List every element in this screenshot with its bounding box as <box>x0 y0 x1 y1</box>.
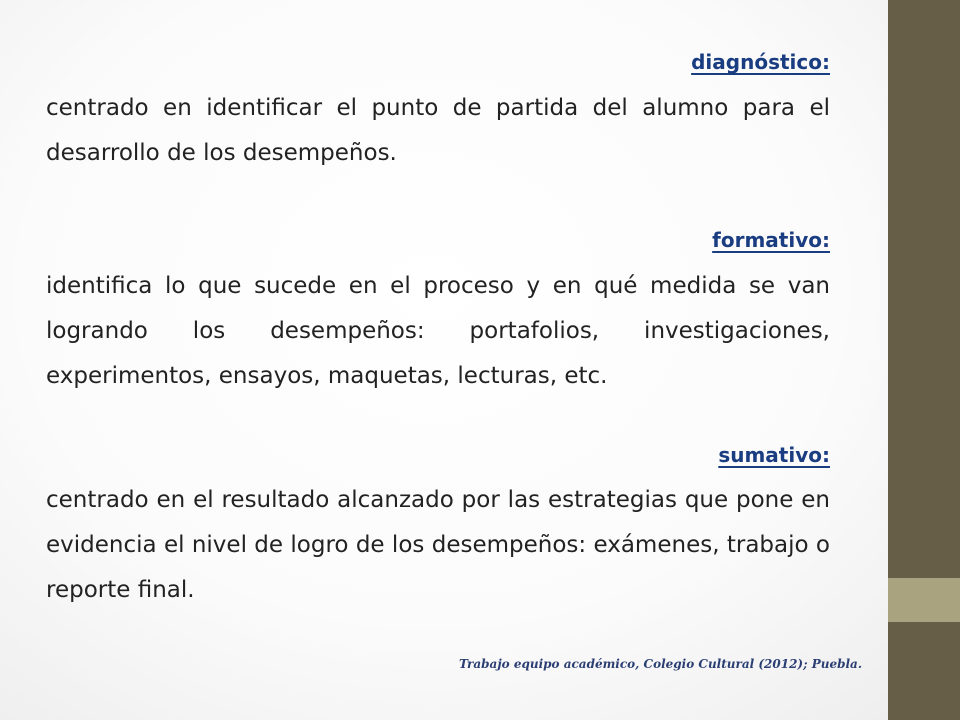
section-text-sumativo: centrado en el resultado alcanzado por las estrategias que pone en evidencia el nivel de logro de los desempeños: exámenes, trabajo o reporte final. <box>46 487 830 603</box>
section-title-formativo: formativo: <box>712 228 830 252</box>
section-title-sumativo: sumativo: <box>718 443 830 467</box>
section-text-formativo: identifica lo que sucede en el proceso y en qué medida se van logrando los desempeños: portafolios, investigaciones, experimentos, ensayos, maquetas, lecturas, etc. <box>46 273 830 389</box>
decorative-sidebar-accent <box>888 578 960 622</box>
citation: Trabajo equipo académico, Colegio Cultural (2012); Puebla. <box>459 657 862 671</box>
section-title-diagnostico: diagnóstico: <box>691 50 830 74</box>
section-text-diagnostico: centrado en identificar el punto de partida del alumno para el desarrollo de los desempeños. <box>46 95 830 166</box>
